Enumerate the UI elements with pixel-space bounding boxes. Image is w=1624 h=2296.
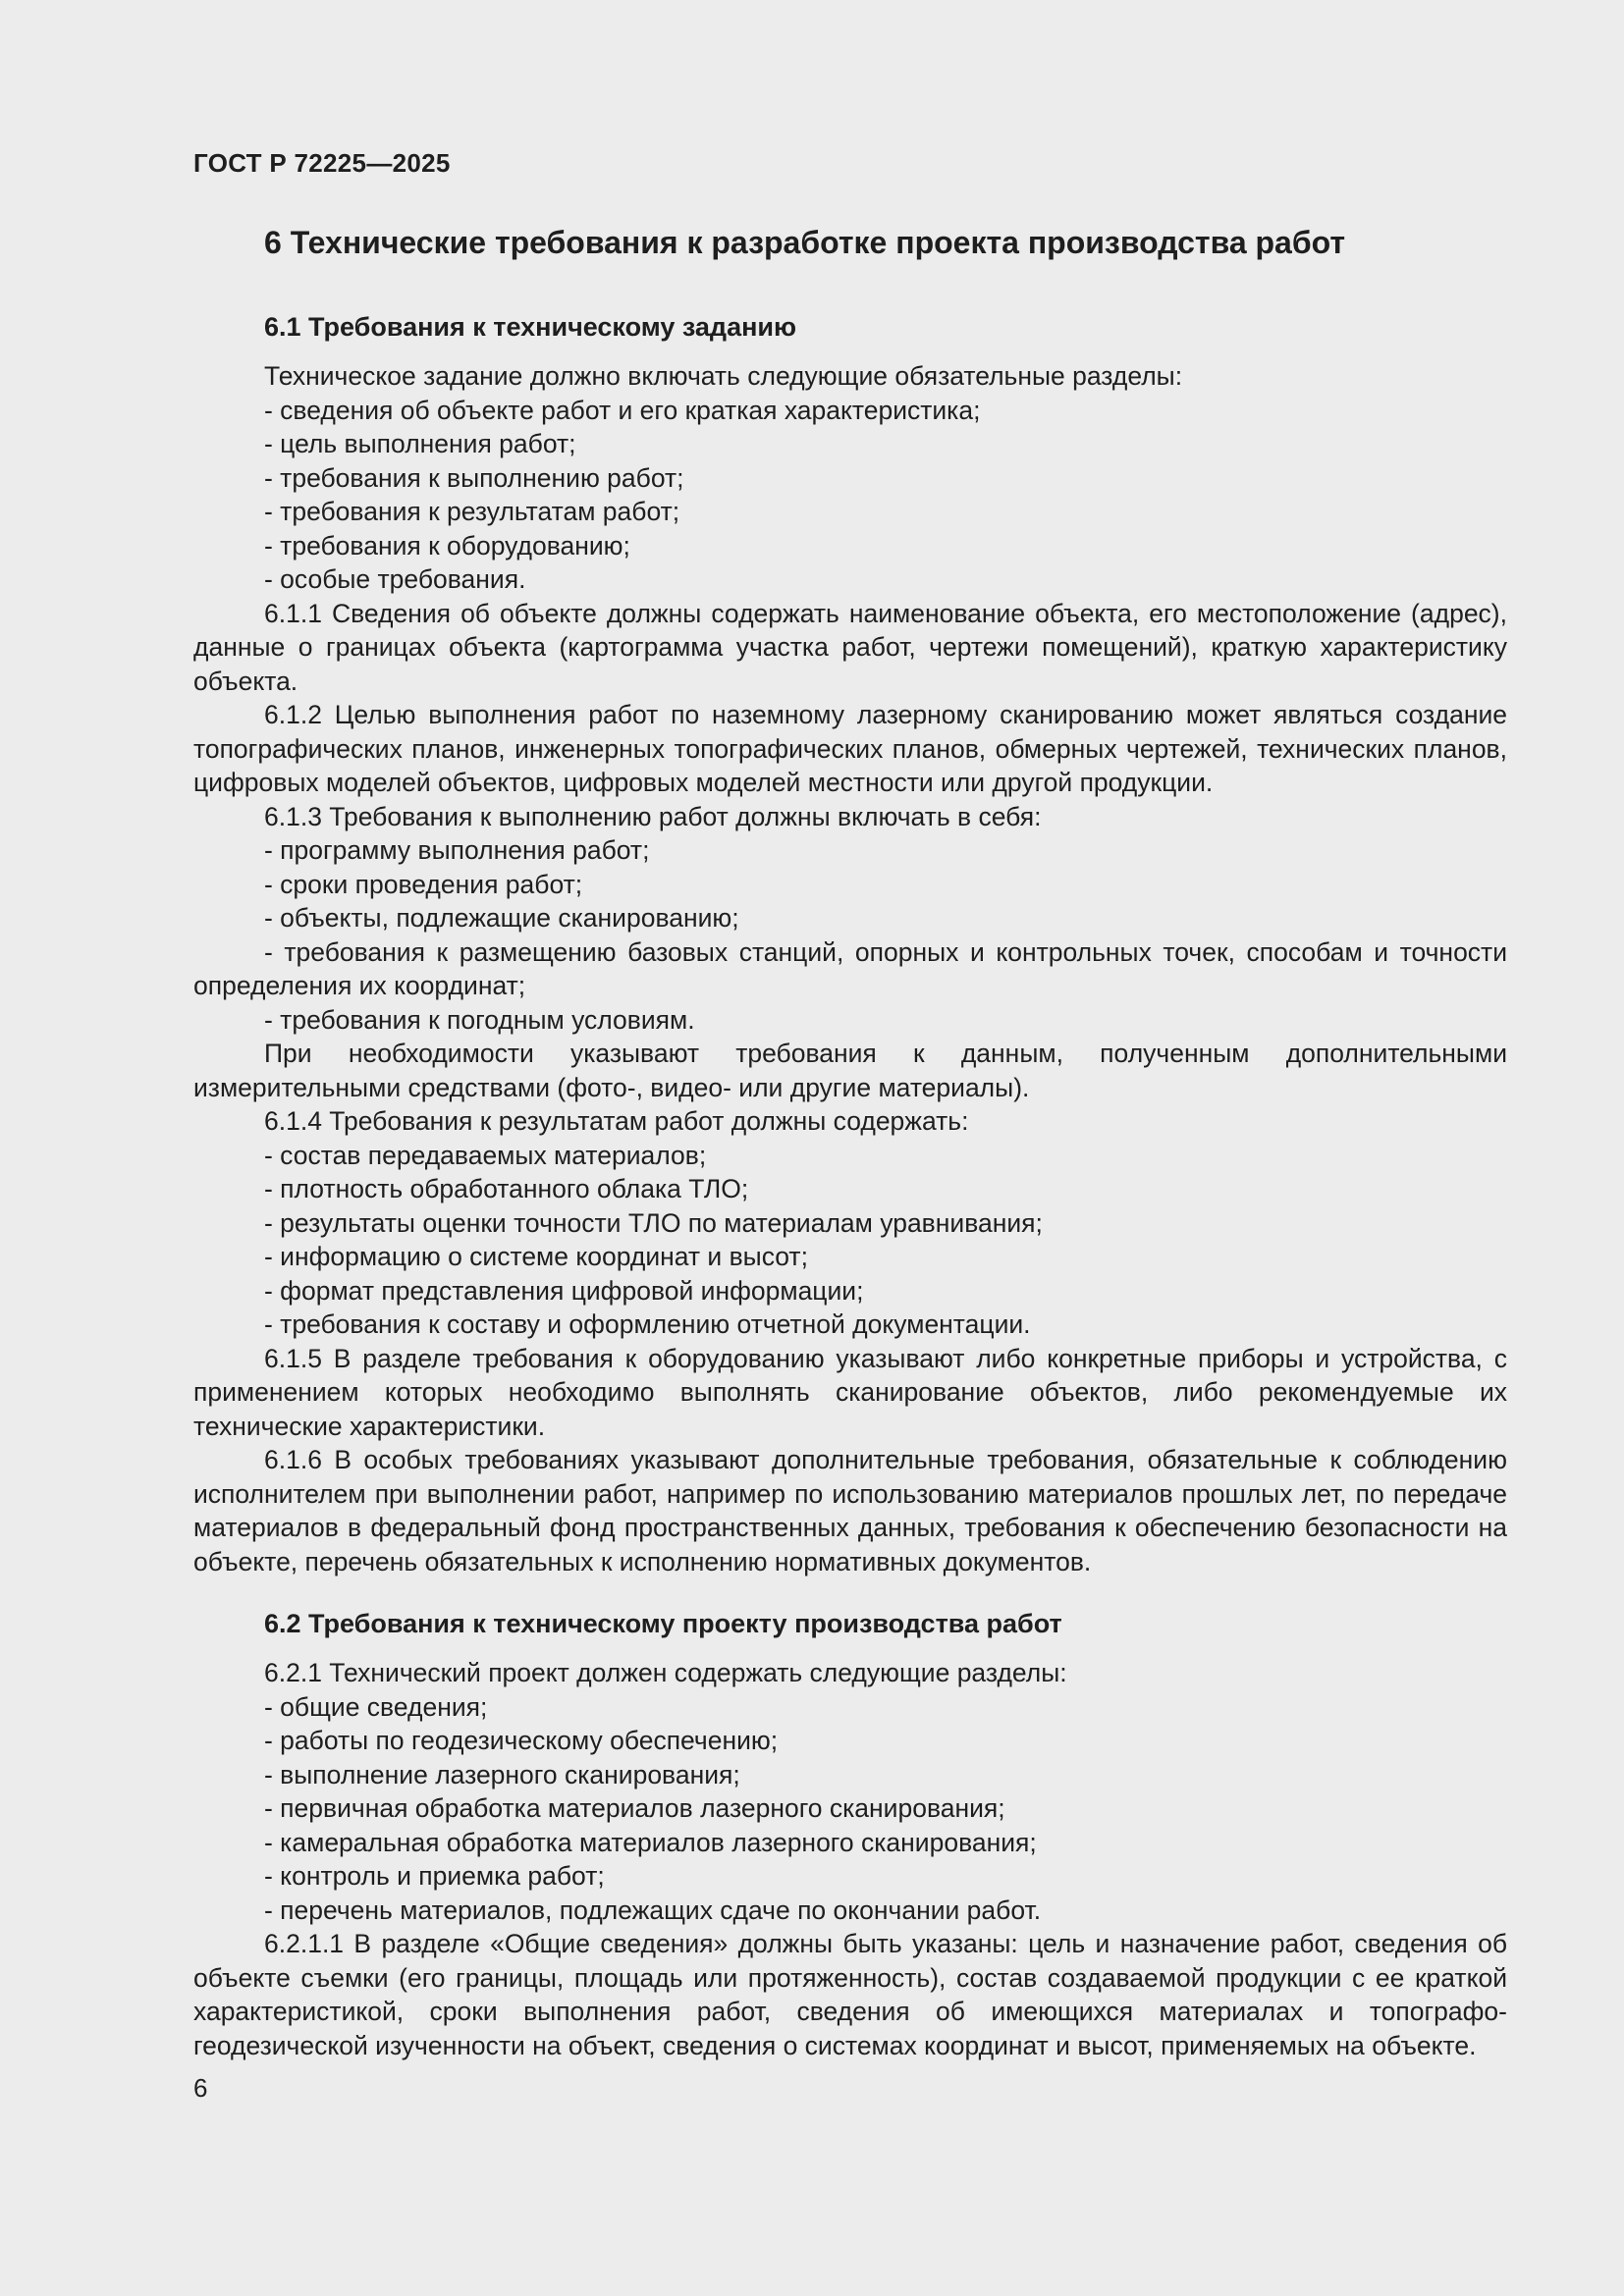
list-item: - состав передаваемых материалов; — [264, 1140, 707, 1170]
list-item: - сведения об объекте работ и его краткая характеристика; — [264, 395, 981, 425]
subsection-title-6-1: 6.1 Требования к техническому заданию — [264, 312, 797, 342]
list-item: - требования к результатам работ; — [264, 497, 680, 526]
list-item: - общие сведения; — [264, 1691, 488, 1722]
list-item: - требования к выполнению работ; — [264, 462, 684, 493]
list-item: - плотность обработанного облака ТЛО; — [264, 1174, 749, 1203]
list-item: - результаты оценки точности ТЛО по материалам уравнивания; — [264, 1207, 1043, 1238]
list-item: - первичная обработка материалов лазерного сканирования; — [264, 1793, 1005, 1823]
list-item: - информацию о системе координат и высот; — [264, 1242, 808, 1271]
paragraph: 6.1.4 Требования к результатам работ должны содержать: — [264, 1106, 969, 1136]
paragraph: При необходимости указывают требования к данным, полученным дополнительными измерительными средствами (фото-, видео- или другие материалы). — [193, 1039, 1507, 1102]
list-item: - требования к погодным условиям. — [264, 1004, 695, 1035]
section-title: 6 Технические требования к разработке проекта производства работ — [264, 225, 1346, 260]
list-item: - требования к составу и оформлению отчетной документации. — [264, 1309, 1031, 1339]
page-number: 6 — [193, 2073, 208, 2103]
list-item: - перечень материалов, подлежащих сдаче по окончании работ. — [264, 1895, 1042, 1925]
paragraph: Техническое задание должно включать следующие обязательные разделы: — [264, 361, 1183, 391]
paragraph: 6.2.1.1 В разделе «Общие сведения» должны быть указаны: цель и назначение работ, сведения об объекте съемки (его границы, площадь или протяженность), состав создаваемой продукции с ее краткой характеристикой, сроки выполнения работ, сведения об имеющихся материалах и топографо-геодезической изученности на объект, сведения о системах координат и высот, применяемых на объекте. — [193, 1929, 1507, 2060]
list-item: - требования к оборудованию; — [264, 530, 630, 561]
list-item: - цель выполнения работ; — [264, 429, 576, 458]
list-item: - программу выполнения работ; — [264, 835, 650, 865]
list-item: - сроки проведения работ; — [264, 869, 583, 899]
list-item: - объекты, подлежащие сканированию; — [264, 903, 739, 933]
list-item: - работы по геодезическому обеспечению; — [264, 1726, 779, 1755]
subsection-title-6-2: 6.2 Требования к техническому проекту производства работ — [264, 1609, 1062, 1638]
subsection-body-6-1 — [193, 359, 1507, 1578]
paragraph: 6.1.3 Требования к выполнению работ должны включать в себя: — [264, 801, 1042, 831]
paragraph: 6.1.1 Сведения об объекте должны содержать наименование объекта, его местоположение (адрес), данные о границах объекта (картограмма участка работ, чертежи помещений), краткую характеристику объекта. — [193, 598, 1507, 696]
paragraph: 6.1.2 Целью выполнения работ по наземному лазерному сканированию может являться создание топографических планов, инженерных топографических планов, обмерных чертежей, технических планов, цифровых моделей объектов, цифровых моделей местности или другой продукции. — [193, 700, 1507, 797]
list-item: - особые требования. — [264, 564, 526, 594]
list-item: - камеральная обработка материалов лазерного сканирования; — [264, 1827, 1037, 1857]
subsection-body-6-2 — [193, 1656, 1507, 2062]
list-item: - формат представления цифровой информации; — [264, 1275, 864, 1306]
paragraph: 6.1.6 В особых требованиях указывают дополнительные требования, обязательные к соблюдению исполнителем при выполнении работ, например по использованию материалов прошлых лет, по передаче материалов в федеральный фонд пространственных данных, требования к обеспечению безопасности на объекте, перечень обязательных к исполнению нормативных документов. — [193, 1445, 1507, 1576]
list-item: - требования к размещению базовых станций, опорных и контрольных точек, способам и точности определения их координат; — [193, 936, 1507, 1000]
paragraph: 6.2.1 Технический проект должен содержать следующие разделы: — [264, 1658, 1067, 1687]
paragraph: 6.1.5 В разделе требования к оборудованию указывают либо конкретные приборы и устройства, с применением которых необходимо выполнять сканирование объектов, либо рекомендуемые их технические характеристики. — [193, 1343, 1507, 1441]
list-item: - выполнение лазерного сканирования; — [264, 1759, 740, 1789]
list-item: - контроль и приемка работ; — [264, 1861, 605, 1891]
standard-header: ГОСТ Р 72225—2025 — [193, 148, 451, 178]
